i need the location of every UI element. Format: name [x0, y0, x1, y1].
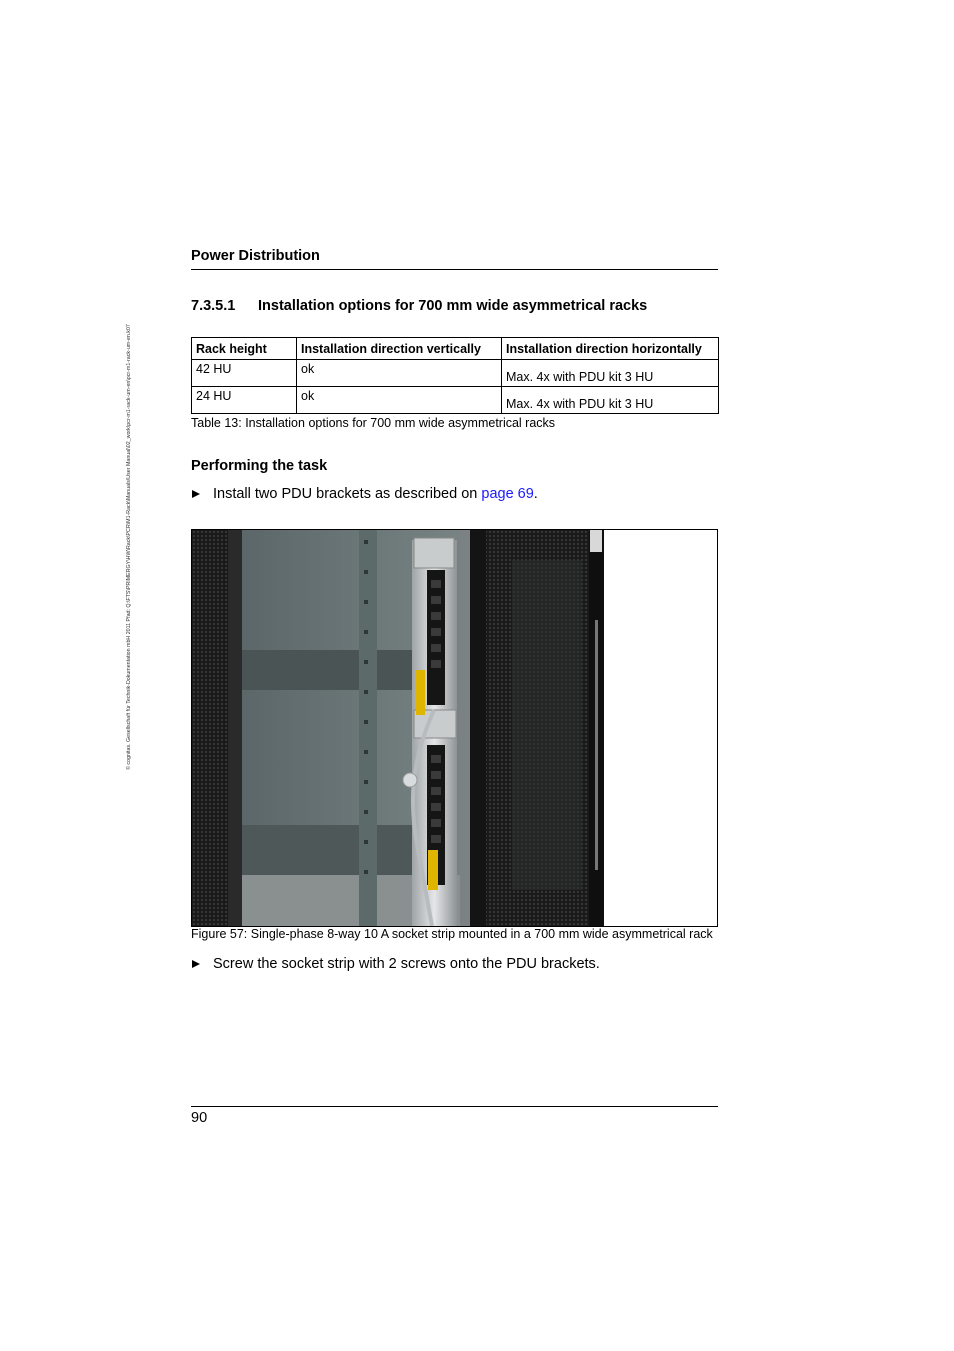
table-caption: Table 13: Installation options for 700 mm wide asymmetrical racks — [191, 416, 556, 430]
table-cell: Max. 4x with PDU kit 3 HU — [502, 387, 719, 414]
section-heading — [191, 298, 647, 314]
step-2 — [191, 956, 600, 972]
page-number: 90 — [191, 1110, 208, 1126]
table-header-row — [192, 338, 719, 360]
step-1 — [191, 486, 538, 502]
table-row — [192, 387, 719, 414]
bullet-arrow-icon — [191, 959, 201, 969]
table-cell: 24 HU — [192, 387, 297, 414]
table-cell: Max. 4x with PDU kit 3 HU — [502, 360, 719, 387]
table-cell: ok — [297, 360, 502, 387]
chapter-header: Power Distribution — [191, 248, 320, 264]
page-69-link[interactable]: page 69 — [481, 486, 534, 502]
column-header-rack-height: Rack height — [192, 338, 297, 360]
step-1-text: Install two PDU brackets as described on — [213, 486, 478, 502]
task-heading: Performing the task — [191, 458, 328, 474]
file-path-note — [124, 240, 136, 770]
rack-illustration — [192, 530, 717, 926]
step-1-end: . — [533, 486, 538, 502]
figure-caption: Figure 57: Single-phase 8-way 10 A socket strip mounted in a 700 mm wide asymmetrical rack — [191, 927, 713, 941]
table-row — [192, 360, 719, 387]
section-title: Installation options for 700 mm wide asymmetrical racks — [258, 298, 648, 314]
rack-photo — [191, 529, 718, 927]
header-divider — [191, 269, 718, 270]
section-number: 7.3.5.1 — [191, 298, 236, 314]
installation-options-table — [191, 337, 719, 414]
column-header-vertical: Installation direction vertically — [297, 338, 502, 360]
footer-divider — [191, 1106, 718, 1107]
file-path-text: © cognitas. Gesellschaft für Technik-Dokumentation mbH 2011 Pfad: Q:\FTS\PRIMERGY\HW\Rack\PCR\M1-Rack\Manuals\User Manual\02_work\pcr-m1-rack-um-en\pcr-m1-rack-um-en.k07 — [126, 324, 132, 770]
table-cell: 42 HU — [192, 360, 297, 387]
table-cell: ok — [297, 387, 502, 414]
column-header-horizontal: Installation direction horizontally — [502, 338, 719, 360]
step-2-text: Screw the socket strip with 2 screws onto the PDU brackets. — [213, 956, 600, 972]
bullet-arrow-icon — [191, 489, 201, 499]
